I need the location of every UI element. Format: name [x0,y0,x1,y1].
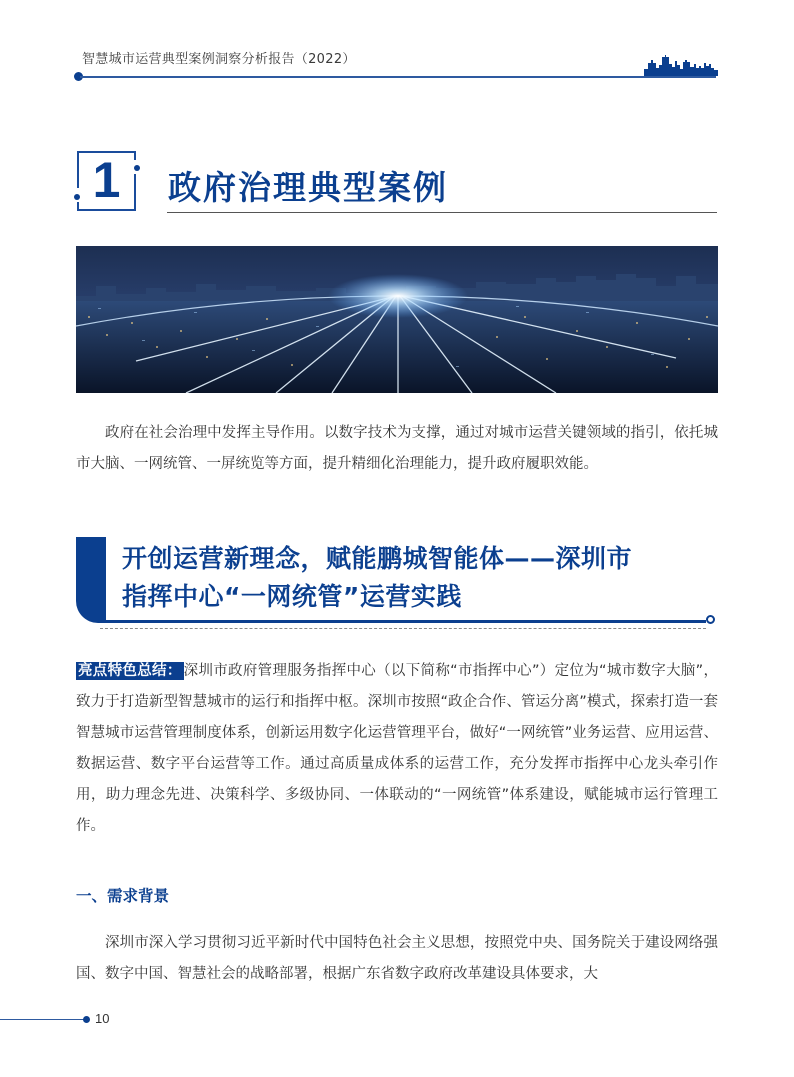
page-number: 10 [95,1011,110,1026]
background-paragraph: 深圳市深入学习贯彻习近平新时代中国特色社会主义思想，按照党中央、国务院关于建设网络强国、数字中国、智慧社会的战略部署，根据广东省数字政府改革建设具体要求，大 [76,935,718,982]
section-title-line-2: 指挥中心“一网统管”运营实践 [122,582,462,611]
summary-paragraph [76,656,718,842]
city-skyline-icon [644,54,718,76]
intro-paragraph: 政府在社会治理中发挥主导作用。以数字技术为支撑，通过对城市运营关键领域的指引，依托城市大脑、一网统管、一屏统览等方面，提升精细化治理能力，提升政府履职效能。 [76,425,718,472]
hero-image-night-city [76,246,718,393]
section-title [122,540,722,616]
section-rule-end-ring [706,615,715,624]
footer-dot [83,1016,90,1023]
header-rule [80,76,716,78]
section-rule [100,620,706,623]
section-dashed-rule [100,628,706,629]
footer-rule [0,1019,84,1020]
summary-label: 亮点特色总结： [78,663,182,679]
subsection-heading: 一、需求背景 [76,887,170,905]
chapter-title-rule [167,212,717,213]
chapter-number: 1 [92,152,121,208]
section-accent-bar [76,537,106,623]
running-header-title: 智慧城市运营典型案例洞察分析报告（2022） [82,52,356,67]
section-title-line-1: 开创运营新理念，赋能鹏城智能体——深圳市 [122,544,633,573]
chapter-title: 政府治理典型案例 [168,168,448,207]
summary-text: 深圳市政府管理服务指挥中心（以下简称“市指挥中心”）定位为“城市数字大脑”，致力于打造新型智慧城市的运行和指挥中枢。深圳市按照“政企合作、管运分离”模式，探索打造一套智慧城市运营管理制度体系，创新运用数字化运营管理平台，做好“一网统管”业务运营、应用运营、数据运营、数字平台运营等工作。通过高质量成体系的运营工作，充分发挥市指挥中心龙头牵引作用，助力理念先进、决策科学、多级协同、一体联动的“一网统管”体系建设，赋能城市运行管理工作。 [76,663,718,834]
